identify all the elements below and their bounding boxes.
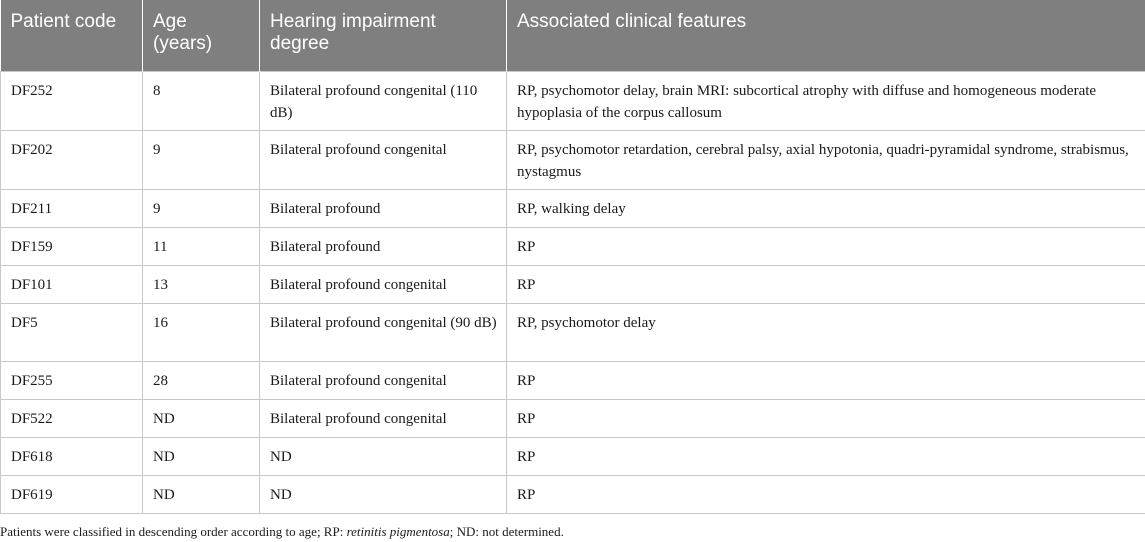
- cell-age: ND: [143, 475, 260, 513]
- cell-features: RP, walking delay: [507, 189, 1145, 227]
- header-patient-code: Patient code: [1, 0, 143, 71]
- footnote-text-end: ; ND: not determined.: [449, 524, 564, 539]
- header-age: Age (years): [143, 0, 260, 71]
- cell-age: ND: [143, 437, 260, 475]
- cell-degree: ND: [260, 475, 507, 513]
- cell-age: 16: [143, 303, 260, 361]
- cell-features: RP, psychomotor retardation, cerebral palsy, axial hypotonia, quadri-pyramidal syndrome, strabismus, nystagmus: [507, 130, 1145, 189]
- cell-patient-code: DF202: [1, 130, 143, 189]
- footnote-text: Patients were classified in descending order according to age; RP:: [0, 524, 347, 539]
- cell-features: RP: [507, 265, 1145, 303]
- table-row: [1, 227, 1145, 265]
- cell-features: RP: [507, 437, 1145, 475]
- table-row: [1, 130, 1145, 189]
- cell-degree: Bilateral profound congenital: [260, 361, 507, 399]
- cell-patient-code: DF101: [1, 265, 143, 303]
- cell-age: 8: [143, 71, 260, 130]
- cell-patient-code: DF522: [1, 399, 143, 437]
- cell-patient-code: DF5: [1, 303, 143, 361]
- cell-patient-code: DF618: [1, 437, 143, 475]
- table-row: [1, 437, 1145, 475]
- cell-age: 9: [143, 130, 260, 189]
- cell-degree: Bilateral profound congenital (110 dB): [260, 71, 507, 130]
- header-hearing-impairment-degree: Hearing impairment degree: [260, 0, 507, 71]
- cell-features: RP: [507, 475, 1145, 513]
- cell-degree: Bilateral profound congenital: [260, 399, 507, 437]
- cell-features: RP, psychomotor delay: [507, 303, 1145, 361]
- cell-patient-code: DF159: [1, 227, 143, 265]
- cell-age: 9: [143, 189, 260, 227]
- cell-features: RP: [507, 399, 1145, 437]
- cell-age: 13: [143, 265, 260, 303]
- cell-age: ND: [143, 399, 260, 437]
- cell-features: RP, psychomotor delay, brain MRI: subcortical atrophy with diffuse and homogeneous moderate hypoplasia of the corpus callosum: [507, 71, 1145, 130]
- table-row: [1, 189, 1145, 227]
- table-row: [1, 399, 1145, 437]
- cell-degree: Bilateral profound congenital: [260, 130, 507, 189]
- cell-degree: Bilateral profound congenital (90 dB): [260, 303, 507, 361]
- cell-degree: Bilateral profound congenital: [260, 265, 507, 303]
- cell-degree: ND: [260, 437, 507, 475]
- cell-degree: Bilateral profound: [260, 227, 507, 265]
- cell-features: RP: [507, 361, 1145, 399]
- cell-age: 28: [143, 361, 260, 399]
- table-row: [1, 361, 1145, 399]
- cell-features: RP: [507, 227, 1145, 265]
- cell-age: 11: [143, 227, 260, 265]
- table-row: [1, 475, 1145, 513]
- cell-patient-code: DF252: [1, 71, 143, 130]
- header-associated-clinical-features: Associated clinical features: [517, 11, 747, 32]
- cell-patient-code: DF255: [1, 361, 143, 399]
- cell-degree: Bilateral profound: [260, 189, 507, 227]
- cell-patient-code: DF619: [1, 475, 143, 513]
- table-row: [1, 265, 1145, 303]
- table-row: [1, 71, 1145, 130]
- cell-patient-code: DF211: [1, 189, 143, 227]
- table-row: [1, 303, 1145, 361]
- footnote-italic-term: retinitis pigmentosa: [346, 524, 450, 539]
- table-header-row: [1, 0, 1145, 71]
- table-footnote: [0, 524, 564, 540]
